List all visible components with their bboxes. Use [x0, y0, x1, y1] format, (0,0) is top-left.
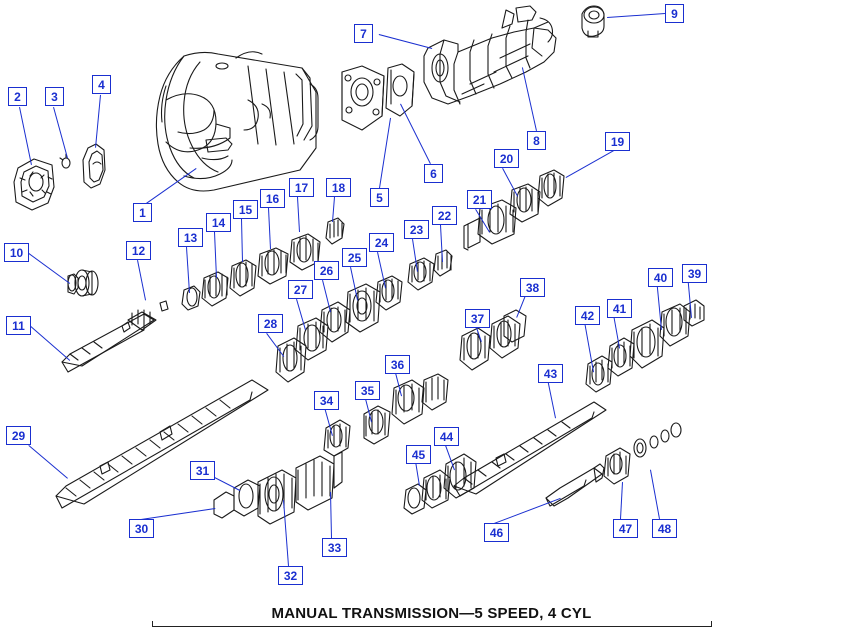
- callout-label: 30: [134, 521, 149, 536]
- callout-label: 8: [533, 133, 540, 148]
- callout-4[interactable]: [92, 75, 111, 94]
- callout-16[interactable]: [260, 189, 285, 208]
- callout-20[interactable]: [494, 149, 519, 168]
- callout-label: 21: [472, 192, 487, 207]
- callout-label: 27: [293, 282, 308, 297]
- callout-8[interactable]: [527, 131, 546, 150]
- callout-39[interactable]: [682, 264, 707, 283]
- callout-35[interactable]: [355, 381, 380, 400]
- callout-36[interactable]: [385, 355, 410, 374]
- callout-48[interactable]: [652, 519, 677, 538]
- callout-label: 2: [14, 89, 21, 104]
- callout-14[interactable]: [206, 213, 231, 232]
- callout-label: 28: [263, 316, 278, 331]
- callout-label: 31: [195, 463, 210, 478]
- callout-label: 4: [98, 77, 105, 92]
- callout-17[interactable]: [289, 178, 314, 197]
- callout-label: 35: [360, 383, 375, 398]
- callout-label: 32: [283, 568, 298, 583]
- callout-label: 43: [543, 366, 558, 381]
- callout-label: 24: [374, 235, 389, 250]
- callout-label: 46: [489, 525, 504, 540]
- callout-7[interactable]: [354, 24, 373, 43]
- callout-32[interactable]: [278, 566, 303, 585]
- callout-27[interactable]: [288, 280, 313, 299]
- callout-38[interactable]: [520, 278, 545, 297]
- part-10-bearings: [68, 270, 98, 296]
- callout-label: 17: [294, 180, 309, 195]
- callout-41[interactable]: [607, 299, 632, 318]
- callout-18[interactable]: [326, 178, 351, 197]
- callout-26[interactable]: [314, 261, 339, 280]
- callout-label: 14: [211, 215, 226, 230]
- part-5-bearing-retainer: [342, 66, 384, 130]
- callout-23[interactable]: [404, 220, 429, 239]
- callout-29[interactable]: [6, 426, 31, 445]
- callout-label: 6: [430, 166, 437, 181]
- part-1-transmission-case: [156, 52, 318, 191]
- part-3-nut: [60, 154, 70, 168]
- callout-label: 22: [437, 208, 452, 223]
- callout-label: 20: [499, 151, 514, 166]
- part-4-cover: [83, 144, 105, 188]
- callout-label: 47: [618, 521, 633, 536]
- callout-label: 45: [411, 447, 426, 462]
- callout-43[interactable]: [538, 364, 563, 383]
- callout-47[interactable]: [613, 519, 638, 538]
- callout-44[interactable]: [434, 427, 459, 446]
- callout-label: 34: [319, 393, 334, 408]
- callout-46[interactable]: [484, 523, 509, 542]
- callout-label: 39: [687, 266, 702, 281]
- callout-42[interactable]: [575, 306, 600, 325]
- callout-label: 26: [319, 263, 334, 278]
- callout-label: 48: [657, 521, 672, 536]
- callout-label: 11: [12, 318, 25, 333]
- callout-34[interactable]: [314, 391, 339, 410]
- callout-label: 40: [653, 270, 668, 285]
- callout-2[interactable]: [8, 87, 27, 106]
- callout-22[interactable]: [432, 206, 457, 225]
- parts-34-36-geargroup: [324, 374, 448, 456]
- callout-label: 5: [376, 190, 383, 205]
- callout-label: 18: [331, 180, 346, 195]
- part-9-speedo-pinion: [582, 6, 604, 37]
- callout-label: 15: [238, 202, 253, 217]
- callout-label: 7: [360, 26, 367, 41]
- callout-label: 23: [409, 222, 424, 237]
- callout-3[interactable]: [45, 87, 64, 106]
- callout-13[interactable]: [178, 228, 203, 247]
- parts-39-42-cluster: [586, 300, 704, 392]
- callout-label: 19: [610, 134, 625, 149]
- callout-33[interactable]: [322, 538, 347, 557]
- callout-label: 38: [525, 280, 540, 295]
- callout-label: 13: [183, 230, 198, 245]
- callout-label: 9: [671, 6, 678, 21]
- callout-12[interactable]: [126, 241, 151, 260]
- callout-25[interactable]: [342, 248, 367, 267]
- callout-label: 33: [327, 540, 342, 555]
- callout-label: 10: [9, 245, 24, 260]
- callout-label: 41: [612, 301, 627, 316]
- callout-19[interactable]: [605, 132, 630, 151]
- callout-label: 44: [439, 429, 454, 444]
- callout-label: 25: [347, 250, 362, 265]
- parts-19-22-gear-group: [408, 166, 564, 290]
- diagram-caption: MANUAL TRANSMISSION—5 SPEED, 4 CYL: [271, 605, 592, 622]
- callout-15[interactable]: [233, 200, 258, 219]
- callout-31[interactable]: [190, 461, 215, 480]
- callout-10[interactable]: [4, 243, 29, 262]
- callout-37[interactable]: [465, 309, 490, 328]
- part-11-input-shaft: [62, 310, 156, 372]
- callout-9[interactable]: [665, 4, 684, 23]
- callout-label: 12: [131, 243, 146, 258]
- callout-45[interactable]: [406, 445, 431, 464]
- callout-28[interactable]: [258, 314, 283, 333]
- callout-label: 1: [139, 205, 146, 220]
- part-43-countershaft: [454, 402, 606, 496]
- callout-30[interactable]: [129, 519, 154, 538]
- callout-label: 36: [390, 357, 405, 372]
- callout-40[interactable]: [648, 268, 673, 287]
- callout-24[interactable]: [369, 233, 394, 252]
- callout-label: 29: [11, 428, 26, 443]
- callout-label: 16: [265, 191, 280, 206]
- callout-11[interactable]: [6, 316, 31, 335]
- callout-label: 3: [51, 89, 58, 104]
- caption-rule: [152, 626, 712, 627]
- part-8-extension-housing: [424, 6, 556, 104]
- callout-5[interactable]: [370, 188, 389, 207]
- callout-label: 37: [470, 311, 485, 326]
- callout-label: 42: [580, 308, 595, 323]
- callout-6[interactable]: [424, 164, 443, 183]
- callout-1[interactable]: [133, 203, 152, 222]
- part-6-gasket: [386, 64, 414, 116]
- part-2-flange: [14, 159, 54, 210]
- callout-21[interactable]: [467, 190, 492, 209]
